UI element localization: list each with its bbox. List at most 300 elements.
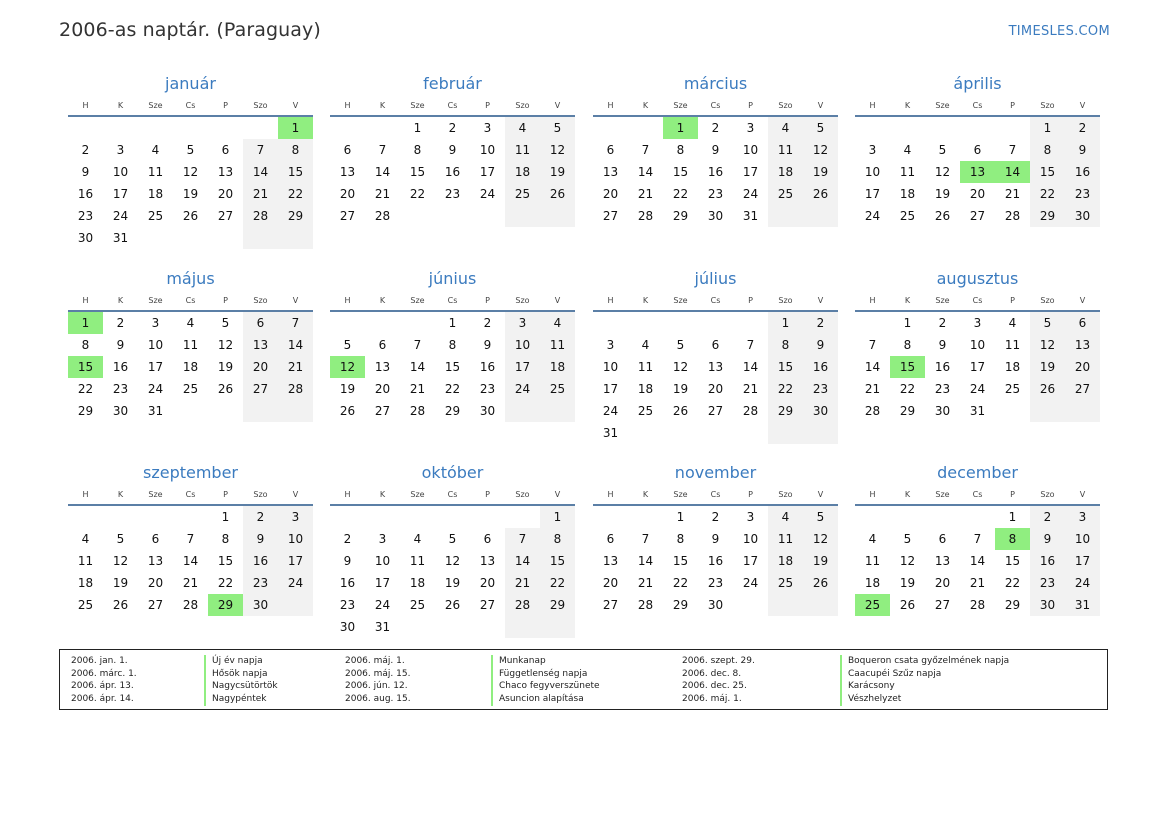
day-cell: 11 [864,554,881,568]
month-block [855,462,1100,616]
day-cell: 5 [676,338,685,352]
day-cell: 10 [112,165,129,179]
empty-cell [803,205,838,227]
day-cell: 12 [112,554,129,568]
day-cell: 2 [711,121,720,135]
day-cell: 24 [1065,572,1100,594]
day-cell: 18 [505,161,540,183]
day-cell: 23 [803,378,838,400]
day-cell: 15 [672,554,689,568]
day-grid [593,312,838,444]
day-grid [855,312,1100,422]
day-cell: 22 [1004,576,1021,590]
day-cell: 7 [186,532,195,546]
day-cell: 8 [676,532,685,546]
day-cell: 4 [903,143,912,157]
empty-cell [505,205,540,227]
day-cell: 5 [540,117,575,139]
day-cell: 14 [864,360,881,374]
weekday-label: P [1010,296,1015,305]
day-cell: 9 [711,532,720,546]
day-cell: 30 [1065,205,1100,227]
legend-holiday-name: Hősök napja [204,668,278,681]
day-cell: 3 [1065,506,1100,528]
day-cell: 14 [374,165,391,179]
day-cell: 16 [707,554,724,568]
weekday-label: K [904,490,911,499]
day-cell: 23 [243,572,278,594]
day-cell: 8 [903,338,912,352]
day-cell: 26 [112,598,129,612]
day-cell: 8 [1030,139,1065,161]
month-block [855,268,1100,422]
day-cell: 28 [182,598,199,612]
empty-cell [330,117,365,139]
day-cell: 3 [973,316,982,330]
month-block [593,268,838,444]
legend-date: 2006. máj. 1. [345,656,405,666]
weekday-label: H [344,490,351,499]
day-cell: 7 [868,338,877,352]
day-cell: 7 [505,528,540,550]
month-block [593,462,838,616]
legend-names-2 [491,655,600,706]
day-cell: 15 [768,356,803,378]
weekday-label: H [82,296,89,305]
legend-holiday-name: Asuncion alapítása [491,693,600,706]
day-cell: 7 [641,143,650,157]
legend-holiday-name: Vészhelyzet [840,693,1009,706]
day-cell: 12 [182,165,199,179]
day-cell: 13 [707,360,724,374]
day-cell: 21 [864,382,881,396]
day-cell: 11 [768,528,803,550]
weekday-label: Sze [410,296,425,305]
day-cell: 14 [243,161,278,183]
weekday-label: K [117,101,124,110]
day-cell: 16 [339,576,356,590]
day-cell: 16 [1065,161,1100,183]
day-cell: 25 [147,209,164,223]
day-cell: 13 [960,161,995,183]
day-cell: 20 [339,187,356,201]
day-cell: 20 [969,187,986,201]
weekday-label: P [748,101,753,110]
day-cell: 17 [969,360,986,374]
month-name: február [423,74,482,93]
weekday-label: P [223,101,228,110]
day-cell: 8 [221,532,230,546]
day-cell: 9 [243,528,278,550]
day-cell: 8 [448,338,457,352]
day-cell: 31 [742,209,759,223]
day-cell: 3 [278,506,313,528]
weekday-label: V [1079,296,1086,305]
day-cell: 4 [641,338,650,352]
day-cell: 22 [672,576,689,590]
weekday-header [855,488,1100,502]
day-grid [330,506,575,638]
weekday-label: H [869,296,876,305]
day-cell: 27 [934,598,951,612]
day-cell: 20 [934,576,951,590]
day-cell: 30 [243,594,278,616]
day-cell: 4 [81,532,90,546]
empty-cell [138,227,173,249]
day-cell: 5 [448,532,457,546]
day-cell: 14 [182,554,199,568]
day-cell: 8 [278,139,313,161]
weekday-label: P [1010,101,1015,110]
weekday-label: Sze [935,101,950,110]
day-cell: 3 [746,510,755,524]
empty-cell [243,227,278,249]
day-cell: 30 [803,400,838,422]
day-cell: 23 [77,209,94,223]
day-cell: 23 [112,382,129,396]
empty-cell [960,506,995,528]
weekday-label: Szo [1040,296,1055,305]
weekday-label: Szo [1040,101,1055,110]
day-grid [593,506,838,616]
weekday-label: V [1079,101,1086,110]
day-cell: 17 [278,550,313,572]
weekday-label: V [817,296,824,305]
empty-cell [540,616,575,638]
day-cell: 25 [505,183,540,205]
day-cell: 18 [540,356,575,378]
day-cell: 24 [374,598,391,612]
weekday-label: H [607,490,614,499]
day-cell: 6 [606,143,615,157]
day-cell: 23 [1065,183,1100,205]
day-cell: 20 [147,576,164,590]
day-cell: 25 [768,183,803,205]
day-cell: 19 [672,382,689,396]
weekday-label: P [748,296,753,305]
day-cell: 22 [540,572,575,594]
empty-cell [505,506,540,528]
day-cell: 7 [378,143,387,157]
day-cell: 20 [1065,356,1100,378]
day-cell: 21 [374,187,391,201]
legend-date: 2006. jún. 12. [345,681,408,692]
empty-cell [400,205,435,227]
day-grid [68,506,313,616]
day-cell: 4 [151,143,160,157]
weekday-label: H [869,490,876,499]
day-cell: 3 [483,121,492,135]
month-block [855,73,1100,227]
empty-cell [733,312,768,334]
day-grid [68,117,313,249]
day-cell: 10 [278,528,313,550]
day-cell: 25 [182,382,199,396]
month-block [330,268,575,422]
weekday-header [855,99,1100,113]
day-cell: 9 [1065,139,1100,161]
weekday-label: Cs [710,101,721,110]
empty-cell [855,312,890,334]
month-name: április [953,74,1002,93]
day-cell: 27 [602,598,619,612]
weekday-label: V [554,296,561,305]
day-cell: 6 [243,312,278,334]
month-name: június [428,269,477,288]
day-cell: 17 [742,554,759,568]
day-cell: 3 [868,143,877,157]
day-cell: 31 [1065,594,1100,616]
empty-cell [1065,400,1100,422]
day-cell: 9 [343,554,352,568]
day-cell: 27 [243,378,278,400]
day-cell: 23 [444,187,461,201]
weekday-label: Cs [185,296,196,305]
day-cell: 27 [1065,378,1100,400]
day-cell: 10 [1065,528,1100,550]
day-cell: 15 [1004,554,1021,568]
month-block [330,462,575,638]
day-cell: 1 [68,312,103,334]
day-cell: 23 [1030,572,1065,594]
month-name: szeptember [142,463,238,482]
weekday-label: P [1010,490,1015,499]
day-cell: 28 [1004,209,1021,223]
day-cell: 2 [483,316,492,330]
day-cell: 25 [899,209,916,223]
day-cell: 5 [803,506,838,528]
empty-cell [208,117,243,139]
day-cell: 4 [1008,316,1017,330]
empty-cell [803,594,838,616]
day-cell: 29 [444,404,461,418]
day-cell: 16 [934,360,951,374]
empty-cell [890,506,925,528]
weekday-label: Sze [148,490,163,499]
day-cell: 4 [413,532,422,546]
day-cell: 28 [505,594,540,616]
day-cell: 24 [278,572,313,594]
day-cell: 2 [711,510,720,524]
empty-cell [733,422,768,444]
empty-cell [663,422,698,444]
empty-cell [470,205,505,227]
empty-cell [208,400,243,422]
day-cell: 16 [1030,550,1065,572]
day-cell: 14 [742,360,759,374]
day-cell: 12 [803,528,838,550]
day-cell: 26 [217,382,234,396]
day-cell: 2 [448,121,457,135]
day-cell: 1 [448,316,457,330]
day-cell: 11 [147,165,164,179]
day-cell: 19 [540,161,575,183]
day-cell: 15 [672,165,689,179]
page-title: 2006-as naptár. (Paraguay) [59,19,321,41]
weekday-label: V [1079,490,1086,499]
day-cell: 29 [1004,598,1021,612]
day-cell: 7 [1008,143,1017,157]
day-cell: 6 [973,143,982,157]
day-cell: 9 [938,338,947,352]
day-cell: 10 [374,554,391,568]
day-cell: 3 [746,121,755,135]
day-cell: 21 [505,572,540,594]
day-cell: 17 [505,356,540,378]
day-cell: 22 [77,382,94,396]
empty-cell [68,117,103,139]
month-name: március [683,74,748,93]
day-cell: 28 [969,598,986,612]
legend-date: 2006. márc. 1. [71,668,137,679]
weekday-label: V [554,101,561,110]
legend-holiday-name: Chaco fegyverszünete [491,680,600,693]
month-name: október [421,463,484,482]
legend-holiday-name: Nagycsütörtök [204,680,278,693]
legend-names-3 [840,655,1009,706]
day-cell: 12 [330,356,365,378]
empty-cell [243,400,278,422]
day-cell: 31 [374,620,391,634]
day-cell: 7 [278,312,313,334]
weekday-label: Cs [972,296,983,305]
day-cell: 6 [711,338,720,352]
day-cell: 17 [1065,550,1100,572]
day-cell: 27 [969,209,986,223]
weekday-label: Sze [935,296,950,305]
weekday-label: Sze [410,101,425,110]
month-name: május [166,269,215,288]
day-cell: 25 [77,598,94,612]
day-cell: 12 [540,139,575,161]
day-cell: 20 [374,382,391,396]
empty-cell [173,117,208,139]
weekday-label: Sze [410,490,425,499]
day-cell: 1 [676,510,685,524]
day-cell: 11 [409,554,426,568]
day-cell: 8 [995,528,1030,550]
day-cell: 6 [151,532,160,546]
day-grid [593,117,838,227]
weekday-label: Szo [515,101,530,110]
empty-cell [768,205,803,227]
day-cell: 5 [221,316,230,330]
day-cell: 10 [864,165,881,179]
month-name: augusztus [936,269,1019,288]
day-cell: 2 [1065,117,1100,139]
empty-cell [698,312,733,334]
day-cell: 29 [540,594,575,616]
month-block [593,73,838,227]
day-cell: 14 [637,554,654,568]
day-cell: 30 [112,404,129,418]
weekday-label: Sze [673,490,688,499]
day-cell: 21 [969,576,986,590]
day-cell: 13 [479,554,496,568]
day-cell: 10 [479,143,496,157]
day-cell: 30 [479,404,496,418]
day-cell: 14 [409,360,426,374]
day-cell: 15 [444,360,461,374]
month-name: július [694,269,737,288]
day-cell: 29 [278,205,313,227]
day-cell: 7 [413,338,422,352]
day-cell: 21 [637,576,654,590]
weekday-label: P [485,101,490,110]
day-cell: 23 [707,576,724,590]
day-cell: 15 [278,161,313,183]
day-cell: 23 [707,187,724,201]
day-cell: 4 [768,506,803,528]
day-cell: 27 [602,209,619,223]
empty-cell [68,506,103,528]
day-cell: 26 [899,598,916,612]
day-cell: 7 [641,532,650,546]
day-cell: 28 [243,205,278,227]
empty-cell [173,400,208,422]
day-cell: 25 [1004,382,1021,396]
brand-link[interactable]: TIMESLES.COM [1008,24,1110,39]
empty-cell [365,312,400,334]
day-cell: 28 [278,378,313,400]
day-cell: 15 [890,356,925,378]
day-cell: 25 [855,594,890,616]
weekday-label: V [817,101,824,110]
day-cell: 1 [1008,510,1017,524]
day-cell: 24 [969,382,986,396]
empty-cell [1030,400,1065,422]
day-cell: 18 [768,550,803,572]
legend-holiday-name: Caacupéi Szűz napja [840,668,1009,681]
day-grid [855,506,1100,616]
day-cell: 12 [934,165,951,179]
empty-cell [925,117,960,139]
day-grid [330,312,575,422]
weekday-header [330,488,575,502]
weekday-label: V [554,490,561,499]
weekday-label: Sze [148,296,163,305]
month-name: január [165,74,216,93]
weekday-label: P [223,296,228,305]
empty-cell [400,312,435,334]
empty-cell [995,400,1030,422]
empty-cell [733,594,768,616]
day-cell: 21 [409,382,426,396]
day-cell: 13 [217,165,234,179]
day-cell: 28 [374,209,391,223]
day-cell: 9 [803,334,838,356]
day-cell: 19 [444,576,461,590]
month-block [68,73,313,249]
day-cell: 10 [505,334,540,356]
day-cell: 10 [742,143,759,157]
day-cell: 16 [479,360,496,374]
day-cell: 27 [479,598,496,612]
day-cell: 29 [768,400,803,422]
weekday-label: K [379,490,386,499]
day-cell: 29 [208,594,243,616]
empty-cell [208,227,243,249]
day-cell: 4 [505,117,540,139]
weekday-label: V [817,490,824,499]
day-cell: 23 [339,598,356,612]
day-cell: 2 [803,312,838,334]
month-block [330,73,575,227]
weekday-label: Szo [253,101,268,110]
day-cell: 3 [151,316,160,330]
day-cell: 23 [479,382,496,396]
day-cell: 13 [602,554,619,568]
